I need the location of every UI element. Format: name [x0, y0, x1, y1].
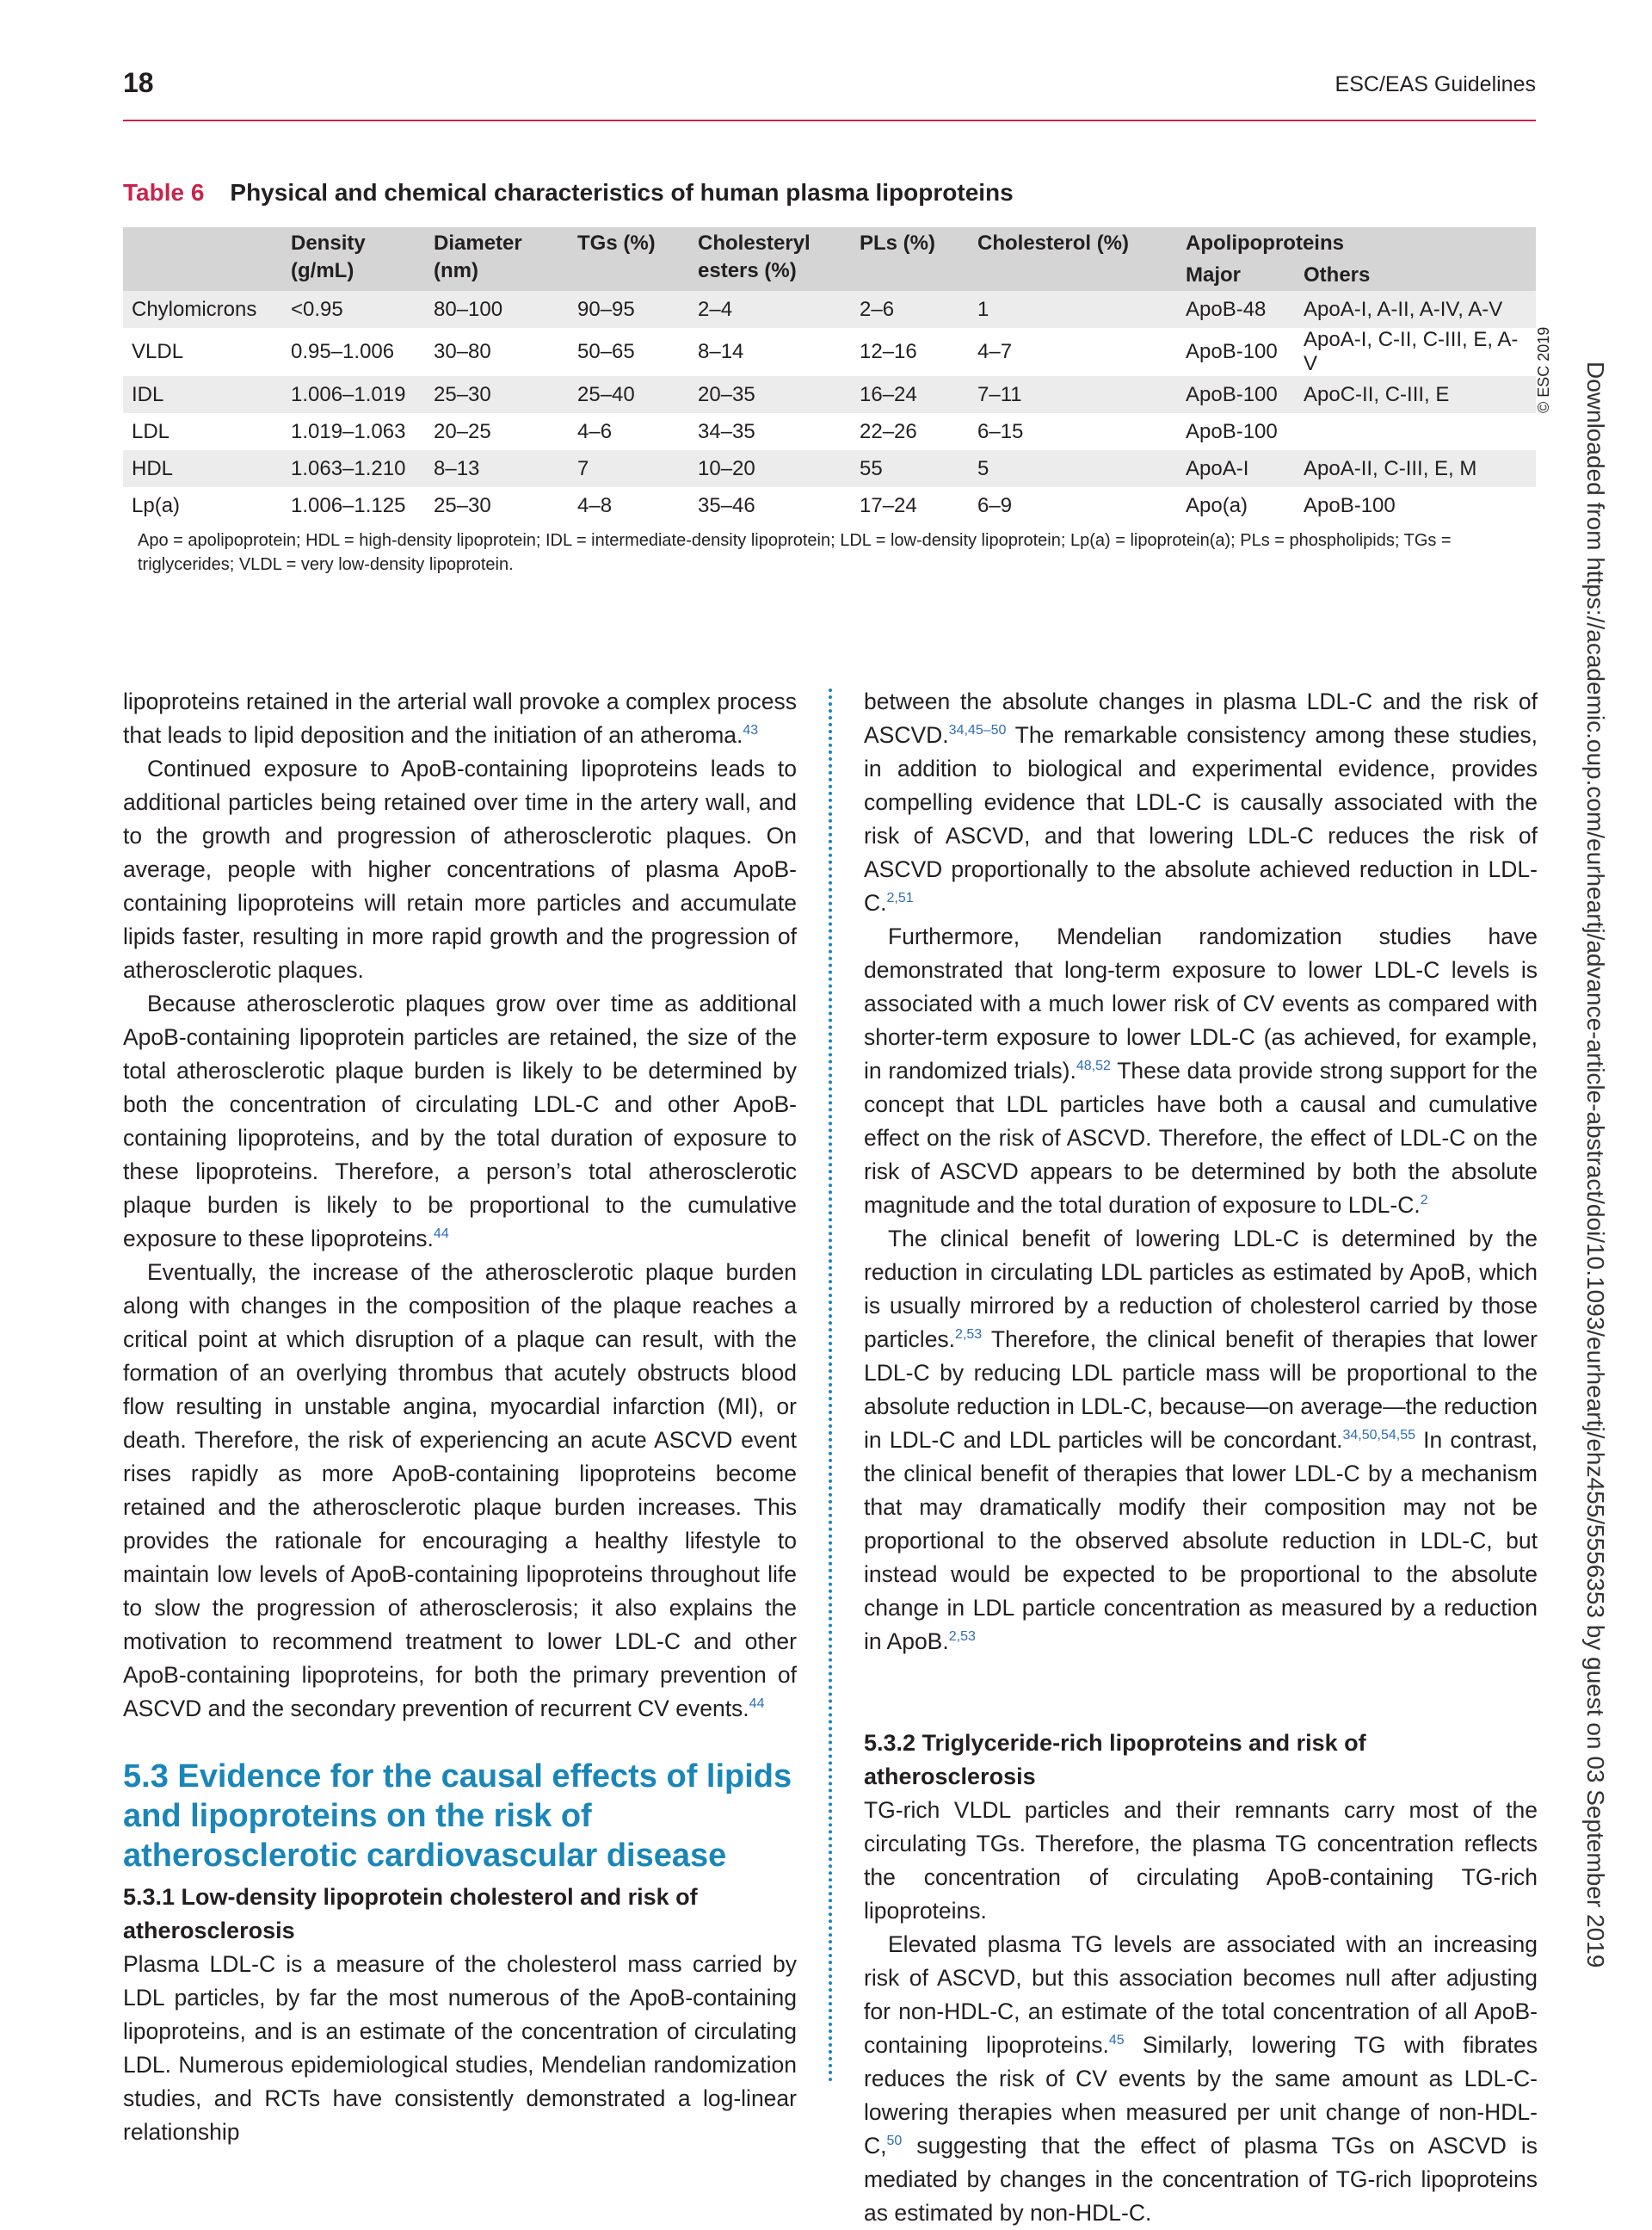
running-head: ESC/EAS Guidelines — [1335, 72, 1536, 96]
table-cell: 80–100 — [425, 291, 569, 328]
table-cell: 1.063–1.210 — [282, 450, 425, 487]
paragraph — [864, 1928, 1538, 2230]
table-cell: 30–80 — [425, 328, 569, 376]
citation[interactable]: 2,51 — [886, 891, 914, 906]
page-number: 18 — [123, 67, 154, 98]
table-cell: ApoB-48 — [1177, 291, 1295, 328]
table-header-cell: PLs (%) — [851, 227, 969, 291]
table-header-cell: Apolipoproteins — [1177, 227, 1536, 260]
table-cell: 2–6 — [851, 291, 969, 328]
paragraph — [864, 920, 1538, 1222]
citation[interactable]: 34,45–50 — [948, 723, 1007, 738]
paragraph: Continued exposure to ApoB-containing lipoproteins leads to additional particles being retained over time in the artery wall, and to the growth and progression of atherosclerotic plaques. On average, people with higher concentrations of plasma ApoB-containing lipoproteins will retain more particles and accumulate lipids faster, resulting in more rapid growth and the progression of atherosclerotic plaques. — [123, 756, 797, 983]
paragraph: Plasma LDL-C is a measure of the cholesterol mass carried by LDL particles, by far the most numerous of the ApoB-containing lipoproteins, and is an estimate of the concentration of circulating LDL. Numerous epidemiological studies, Mendelian randomization studies, and RCTs have consistently demonstrated a log-linear relationship — [123, 1951, 797, 2145]
citation[interactable]: 44 — [433, 1226, 449, 1242]
subsection-heading: 5.3.2 Triglyceride-rich lipoproteins and risk of atherosclerosis — [864, 1730, 1366, 1789]
table-cell: ApoB-100 — [1177, 413, 1295, 450]
table-cell: 5 — [969, 450, 1177, 487]
table-cell: ApoA-I, C-II, C-III, E, A-V — [1295, 328, 1536, 376]
table-cell: 6–9 — [969, 487, 1177, 524]
table-caption: Physical and chemical characteristics of human plasma lipoproteins — [230, 179, 1014, 206]
table-cell: 0.95–1.006 — [282, 328, 425, 376]
table-cell: LDL — [123, 413, 282, 450]
table-header-cell: Cholesterol (%) — [969, 227, 1177, 291]
table-cell: 10–20 — [689, 450, 851, 487]
table-cell: ApoB-100 — [1295, 487, 1536, 524]
paragraph: TG-rich VLDL particles and their remnants carry most of the circulating TGs. Therefore, the plasma TG concentration reflects the concentration of circulating ApoB-containing TG-rich lipoproteins. — [864, 1797, 1538, 1924]
table-row — [123, 328, 1536, 376]
table-cell: 90–95 — [569, 291, 689, 328]
paragraph — [864, 685, 1538, 920]
table-cell: VLDL — [123, 328, 282, 376]
table-cell: 25–40 — [569, 376, 689, 413]
table-cell: 7 — [569, 450, 689, 487]
paragraph-text: Therefore, the clinical benefit of therapies that lower LDL-C by reducing LDL particle mass will be proportional to the absolute reduction in LDL-C, because—on average—the reduction in LDL-C and LDL particles will be concordant. — [864, 1326, 1538, 1453]
paragraph-text: The remarkable consistency among these studies, in addition to biological and experimental evidence, provides compelling evidence that LDL-C is causally associated with the risk of ASCVD, and that lowering LDL-C reduces the risk of ASCVD proportionally to the absolute achieved reduction in LDL-C. — [864, 722, 1538, 916]
table-row — [123, 291, 1536, 328]
paragraph-text: These data provide strong support for the concept that LDL particles have both a causal and cumulative effect on the risk of ASCVD. Therefore, the effect of LDL-C on the risk of ASCVD appears to be determined by both the absolute magnitude and the total duration of exposure to LDL-C. — [864, 1058, 1538, 1218]
table-label: Table 6 — [123, 179, 205, 206]
table-header-cell: TGs (%) — [569, 227, 689, 291]
download-watermark: Downloaded from https://academic.oup.com/eurheartj/advance-article-abstract/doi/10.1093/eurheartj/ehz455/5556353 by guest on 03 September 2019 — [1582, 361, 1609, 1968]
table-row — [123, 376, 1536, 413]
table-cell: Lp(a) — [123, 487, 282, 524]
table-footnote: Apo = apolipoprotein; HDL = high-density lipoprotein; IDL = intermediate-density lipoprotein; LDL = low-density lipoprotein; Lp(a) = lipoprotein(a); PLs = phospholipids; TGs = triglycerides; VLDL = very low-density lipoprotein. — [138, 531, 1452, 574]
citation[interactable]: 50 — [886, 2134, 903, 2149]
table-cell: HDL — [123, 450, 282, 487]
table-cell: 8–13 — [425, 450, 569, 487]
table-cell: 4–8 — [569, 487, 689, 524]
table-cell: IDL — [123, 376, 282, 413]
paragraph-text: Elevated plasma TG levels are associated with an increasing risk of ASCVD, but this association becomes null after adjusting for non-HDL-C, an estimate of the total concentration of all ApoB-containing lipoproteins. — [864, 1931, 1538, 2058]
table-header-cell — [123, 227, 282, 291]
column-divider — [829, 689, 832, 2083]
table-cell: ApoA-II, C-III, E, M — [1295, 450, 1536, 487]
table-cell: ApoB-100 — [1177, 328, 1295, 376]
table-cell: 1 — [969, 291, 1177, 328]
table-cell: 8–14 — [689, 328, 851, 376]
citation[interactable]: 43 — [743, 723, 759, 738]
citation[interactable]: 2,53 — [955, 1327, 983, 1343]
paragraph-text: Similarly, lowering TG with fibrates reduces the risk of CV events by the same amount as LDL-C-lowering therapies when measured per unit change of non-HDL-C, — [864, 2032, 1538, 2159]
lipoprotein-table — [123, 227, 1536, 524]
table-cell: 25–30 — [425, 487, 569, 524]
table-cell: 2–4 — [689, 291, 851, 328]
citation[interactable]: 2 — [1420, 1193, 1428, 1208]
table-cell: ApoB-100 — [1177, 376, 1295, 413]
paragraph-text: The clinical benefit of lowering LDL-C is determined by the reduction in circulating LDL particles as estimated by ApoB, which is usually mirrored by a reduction of cholesterol carried by those particles. — [864, 1226, 1538, 1352]
right-column — [864, 685, 1538, 2230]
paragraph-text: suggesting that the effect of plasma TGs on ASCVD is mediated by changes in the concentration of TG-rich lipoproteins as estimated by non-HDL-C. — [864, 2133, 1538, 2226]
citation[interactable]: 45 — [1108, 2033, 1125, 2048]
paragraph-text: Eventually, the increase of the atherosclerotic plaque burden along with changes in the composition of the plaque reaches a critical point at which disruption of a plaque can result, with the formation of an overlying thrombus that acutely obstructs blood flow resulting in unstable angina, myocardial infarction (MI), or death. Therefore, the risk of experiencing an acute ASCVD event rises rapidly as more ApoB-containing lipoproteins become retained and the atherosclerotic plaque burden increases. This provides the rationale for encouraging a healthy lifestyle to maintain low levels of ApoB-containing lipoproteins throughout life to slow the progression of atherosclerosis; it also explains the motivation to recommend treatment to lower LDL-C and other ApoB-containing lipoproteins, for both the primary prevention of ASCVD and the secondary prevention of recurrent CV events. — [123, 1259, 797, 1721]
table-cell: Chylomicrons — [123, 291, 282, 328]
paragraph — [123, 685, 797, 752]
table-cell — [1295, 413, 1536, 450]
left-column — [123, 685, 797, 2149]
citation[interactable]: 34,50,54,55 — [1342, 1428, 1415, 1443]
header-rule — [123, 120, 1536, 121]
table-cell: 50–65 — [569, 328, 689, 376]
table-cell: 12–16 — [851, 328, 969, 376]
paragraph-text: lipoproteins retained in the arterial wall provoke a complex process that leads to lipid deposition and the initiation of an atheroma. — [123, 689, 797, 748]
table-cell: ApoA-I — [1177, 450, 1295, 487]
citation[interactable]: 2,53 — [948, 1629, 976, 1645]
table-cell: 6–15 — [969, 413, 1177, 450]
table-cell: 20–35 — [689, 376, 851, 413]
table-title — [123, 179, 1014, 207]
table-subheader-cell: Others — [1295, 260, 1536, 291]
table-cell: ApoA-I, A-II, A-IV, A-V — [1295, 291, 1536, 328]
table-header-cell: Cholesteryl esters (%) — [689, 227, 851, 291]
paragraph-text: In contrast, the clinical benefit of therapies that lower LDL-C by a mechanism that may dramatically modify their composition may not be proportional to the observed absolute reduction in LDL-C, but instead would be expected to be proportional to the absolute change in LDL particle concentration as measured by a reduction in ApoB. — [864, 1427, 1538, 1654]
table-subheader-cell: Major — [1177, 260, 1295, 291]
section-heading: 5.3 Evidence for the causal effects of lipids and lipoproteins on the risk of atherosclerotic cardiovascular disease — [123, 1758, 792, 1874]
paragraph — [864, 1222, 1538, 1659]
subsection-heading: 5.3.1 Low-density lipoprotein cholesterol and risk of atherosclerosis — [123, 1884, 698, 1943]
citation[interactable]: 44 — [749, 1696, 765, 1712]
table-cell: 1.019–1.063 — [282, 413, 425, 450]
table-cell: <0.95 — [282, 291, 425, 328]
table-cell: 34–35 — [689, 413, 851, 450]
table-cell: 7–11 — [969, 376, 1177, 413]
table-header-cell: Density (g/mL) — [282, 227, 425, 291]
table-cell: 35–46 — [689, 487, 851, 524]
table-cell: 4–7 — [969, 328, 1177, 376]
table-cell: 25–30 — [425, 376, 569, 413]
paragraph — [123, 1256, 797, 1726]
paragraph-text: Furthermore, Mendelian randomization studies have demonstrated that long-term exposure to lower LDL-C levels is associated with a much lower risk of CV events as compared with shorter-term exposure to lower LDL-C (as achieved, for example, in randomized trials). — [864, 924, 1538, 1084]
copyright-notice: © ESC 2019 — [1535, 326, 1552, 413]
table-row — [123, 413, 1536, 450]
citation[interactable]: 48,52 — [1076, 1059, 1111, 1074]
table-cell: 20–25 — [425, 413, 569, 450]
table-row — [123, 450, 1536, 487]
table-cell: 22–26 — [851, 413, 969, 450]
table-cell: 1.006–1.019 — [282, 376, 425, 413]
paragraph-text: between the absolute changes in plasma LDL-C and the risk of ASCVD. — [864, 689, 1538, 748]
table-cell: Apo(a) — [1177, 487, 1295, 524]
table-cell: 1.006–1.125 — [282, 487, 425, 524]
table-cell: 17–24 — [851, 487, 969, 524]
table-cell: ApoC-II, C-III, E — [1295, 376, 1536, 413]
table-cell: 55 — [851, 450, 969, 487]
table-cell: 4–6 — [569, 413, 689, 450]
paragraph — [123, 987, 797, 1256]
table-cell: 16–24 — [851, 376, 969, 413]
table-header-cell: Diameter (nm) — [425, 227, 569, 291]
table-row — [123, 487, 1536, 524]
paragraph-text: Because atherosclerotic plaques grow over time as additional ApoB-containing lipoprotein particles are retained, the size of the total atherosclerotic plaque burden is likely to be determined by both the concentration of circulating LDL-C and other ApoB-containing lipoproteins, and by the total duration of exposure to these lipoproteins. Therefore, a person’s total atherosclerotic plaque burden is likely to be proportional to the cumulative exposure to these lipoproteins. — [123, 991, 797, 1251]
